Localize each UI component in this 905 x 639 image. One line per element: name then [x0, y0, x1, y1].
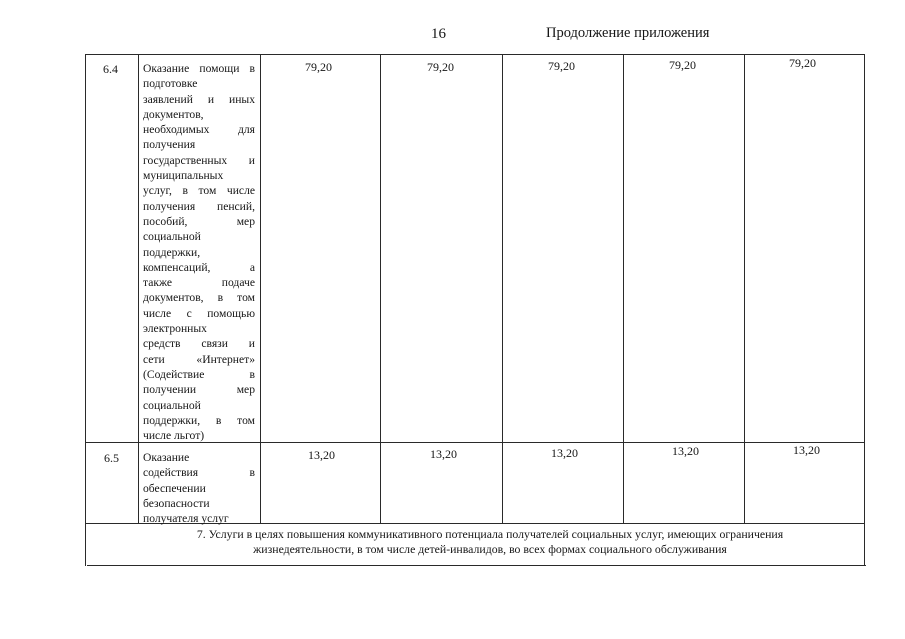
- description-line: поддержки, в том: [143, 413, 255, 427]
- description-line: получении мер: [143, 383, 255, 397]
- section-heading: [120, 527, 860, 557]
- column-divider: [138, 54, 139, 524]
- section-heading-line: 7. Услуги в целях повышения коммуникативного потенциала получателей социальных услуг, имеющих ограничения: [196, 527, 784, 541]
- description-line: числе льгот): [143, 429, 205, 443]
- section-heading-line: жизнедеятельности, в том числе детей-инвалидов, во всех формах социального обслуживания: [253, 542, 727, 556]
- description-line: документов,: [143, 107, 204, 121]
- value-cell: 13,20: [308, 448, 335, 462]
- value-cell: 79,20: [669, 58, 696, 72]
- description-line: (Содействие в: [143, 367, 255, 381]
- description-line: документов, в том: [143, 291, 255, 305]
- description-line: сети «Интернет»: [143, 352, 255, 366]
- description-line: также подаче: [143, 276, 255, 290]
- description-line: Оказание помощи в: [143, 62, 255, 75]
- description-line: электронных: [143, 322, 207, 336]
- value-cell: 79,20: [789, 56, 816, 70]
- description-line: средств связи и: [143, 337, 255, 351]
- description-line: получения: [143, 138, 196, 152]
- value-cell: 79,20: [548, 59, 575, 73]
- description-line: необходимых для: [143, 123, 255, 137]
- table-top-border: [85, 54, 864, 55]
- page-number: 16: [431, 26, 446, 42]
- table-bottom-border: [87, 565, 866, 566]
- description-line: содействия в: [143, 466, 255, 480]
- description-line: безопасности: [143, 496, 210, 510]
- row-description: [143, 61, 255, 443]
- description-line: компенсаций, а: [143, 260, 255, 274]
- column-divider: [260, 54, 261, 524]
- column-divider: [744, 54, 745, 524]
- description-line: обеспечении: [143, 481, 206, 495]
- value-cell: 13,20: [672, 444, 699, 458]
- description-line: числе с помощью: [143, 306, 255, 320]
- page-caption: Продолжение приложения: [546, 25, 710, 41]
- value-cell: 13,20: [793, 443, 820, 457]
- column-divider: [380, 54, 381, 524]
- row-description: [143, 450, 255, 526]
- table-left-border: [85, 54, 86, 566]
- value-cell: 79,20: [427, 60, 454, 74]
- description-line: Оказание: [143, 451, 190, 464]
- description-line: подготовке: [143, 77, 198, 91]
- description-line: социальной: [143, 230, 201, 244]
- description-line: социальной: [143, 398, 201, 412]
- description-line: получения пенсий,: [143, 199, 255, 213]
- row-number: 6.4: [103, 62, 118, 76]
- row-number: 6.5: [104, 451, 119, 465]
- description-line: пособий, мер: [143, 214, 255, 228]
- description-line: заявлений и иных: [143, 92, 255, 106]
- description-line: муниципальных: [143, 169, 224, 183]
- column-divider: [623, 54, 624, 524]
- description-line: государственных и: [143, 153, 255, 167]
- value-cell: 13,20: [551, 446, 578, 460]
- table-right-border: [864, 54, 865, 566]
- description-line: поддержки,: [143, 245, 201, 259]
- column-divider: [502, 54, 503, 524]
- description-line: услуг, в том числе: [143, 184, 255, 198]
- value-cell: 79,20: [305, 60, 332, 74]
- description-line: получателя услуг: [143, 512, 229, 526]
- value-cell: 13,20: [430, 447, 457, 461]
